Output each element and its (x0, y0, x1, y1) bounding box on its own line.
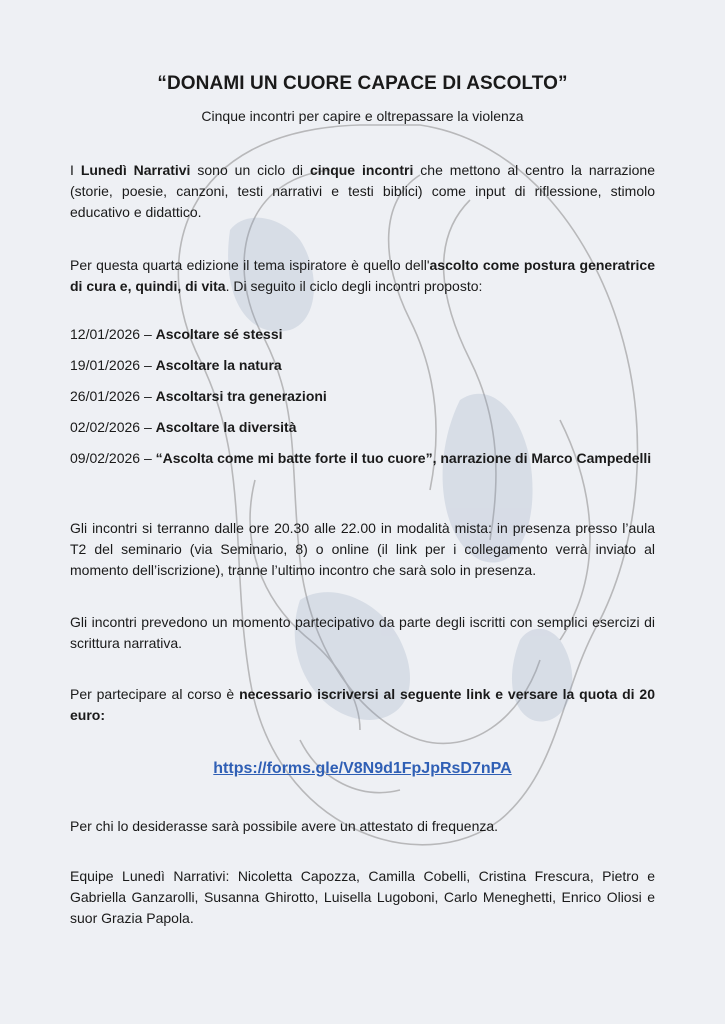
schedule-date: 12/01/2026 – (70, 326, 156, 342)
schedule-title: Ascoltare la diversità (155, 419, 297, 435)
certificate-paragraph: Per chi lo desiderasse sarà possibile avere un attestato di frequenza. (70, 818, 499, 834)
schedule-item (70, 386, 655, 407)
schedule-item (70, 448, 655, 469)
theme-paragraph (70, 255, 655, 297)
schedule-item (70, 355, 655, 376)
theme-bold: ascolto come postura generatrice di cura e, quindi, di vita (70, 257, 656, 294)
schedule-title: “Ascolta come mi batte forte il tuo cuore”, narrazione di Marco Campedelli (155, 450, 652, 466)
page-title: “DONAMI UN CUORE CAPACE DI ASCOLTO” (157, 73, 568, 94)
theme-text-1: Per questa quarta edizione il tema ispiratore è quello dell' (70, 257, 430, 273)
schedule-date: 09/02/2026 – (70, 450, 156, 466)
intro-text-3: che mettono al centro la narrazione (storie, poesie, canzoni, testi narrativi e testi biblici) come input di riflessione, stimolo educativo e didattico. (70, 162, 655, 220)
intro-paragraph (70, 160, 655, 223)
modality-paragraph: Gli incontri si terranno dalle ore 20.30 alle 22.00 in modalità mista: in presenza presso l’aula T2 del seminario (via Seminario, 8) o online (il link per i collegamento verrà inviato al momento dell’iscrizione), tranne l’ultimo incontro che sarà solo in presenza. (70, 520, 655, 578)
schedule-date: 26/01/2026 – (70, 388, 156, 404)
schedule-title: Ascoltare la natura (155, 357, 282, 373)
registration-bold: necessario iscriversi al seguente link e versare la quota di 20 euro: (70, 686, 655, 723)
intro-text-1: I (70, 162, 81, 178)
team-paragraph: Equipe Lunedì Narrativi: Nicoletta Capozza, Camilla Cobelli, Cristina Frescura, Pietro e Gabriella Ganzarolli, Susanna Ghirotto, Luisella Lugoboni, Carlo Meneghetti, Enrico Oliosi e suor Grazia Papola. (70, 868, 655, 926)
schedule-date: 19/01/2026 – (70, 357, 156, 373)
registration-link[interactable]: https://forms.gle/V8N9d1FpJpRsD7nPA (213, 760, 512, 777)
intro-bold-1: Lunedì Narrativi (80, 162, 191, 178)
registration-paragraph (70, 684, 655, 726)
intro-text-2: sono un ciclo di (190, 162, 310, 178)
schedule-item (70, 324, 655, 345)
participation-paragraph: Gli incontri prevedono un momento partecipativo da parte degli iscritti con semplici esercizi di scrittura narrativa. (70, 614, 655, 651)
page-subtitle: Cinque incontri per capire e oltrepassare la violenza (201, 108, 524, 124)
schedule-item (70, 417, 655, 438)
schedule-title: Ascoltare sé stessi (155, 326, 283, 342)
schedule-date: 02/02/2026 – (70, 419, 156, 435)
intro-bold-2: cinque incontri (309, 162, 414, 178)
registration-text: Per partecipare al corso è (70, 686, 240, 702)
theme-text-2: . Di seguito il ciclo degli incontri proposto: (225, 278, 483, 294)
schedule-title: Ascoltarsi tra generazioni (155, 388, 327, 404)
